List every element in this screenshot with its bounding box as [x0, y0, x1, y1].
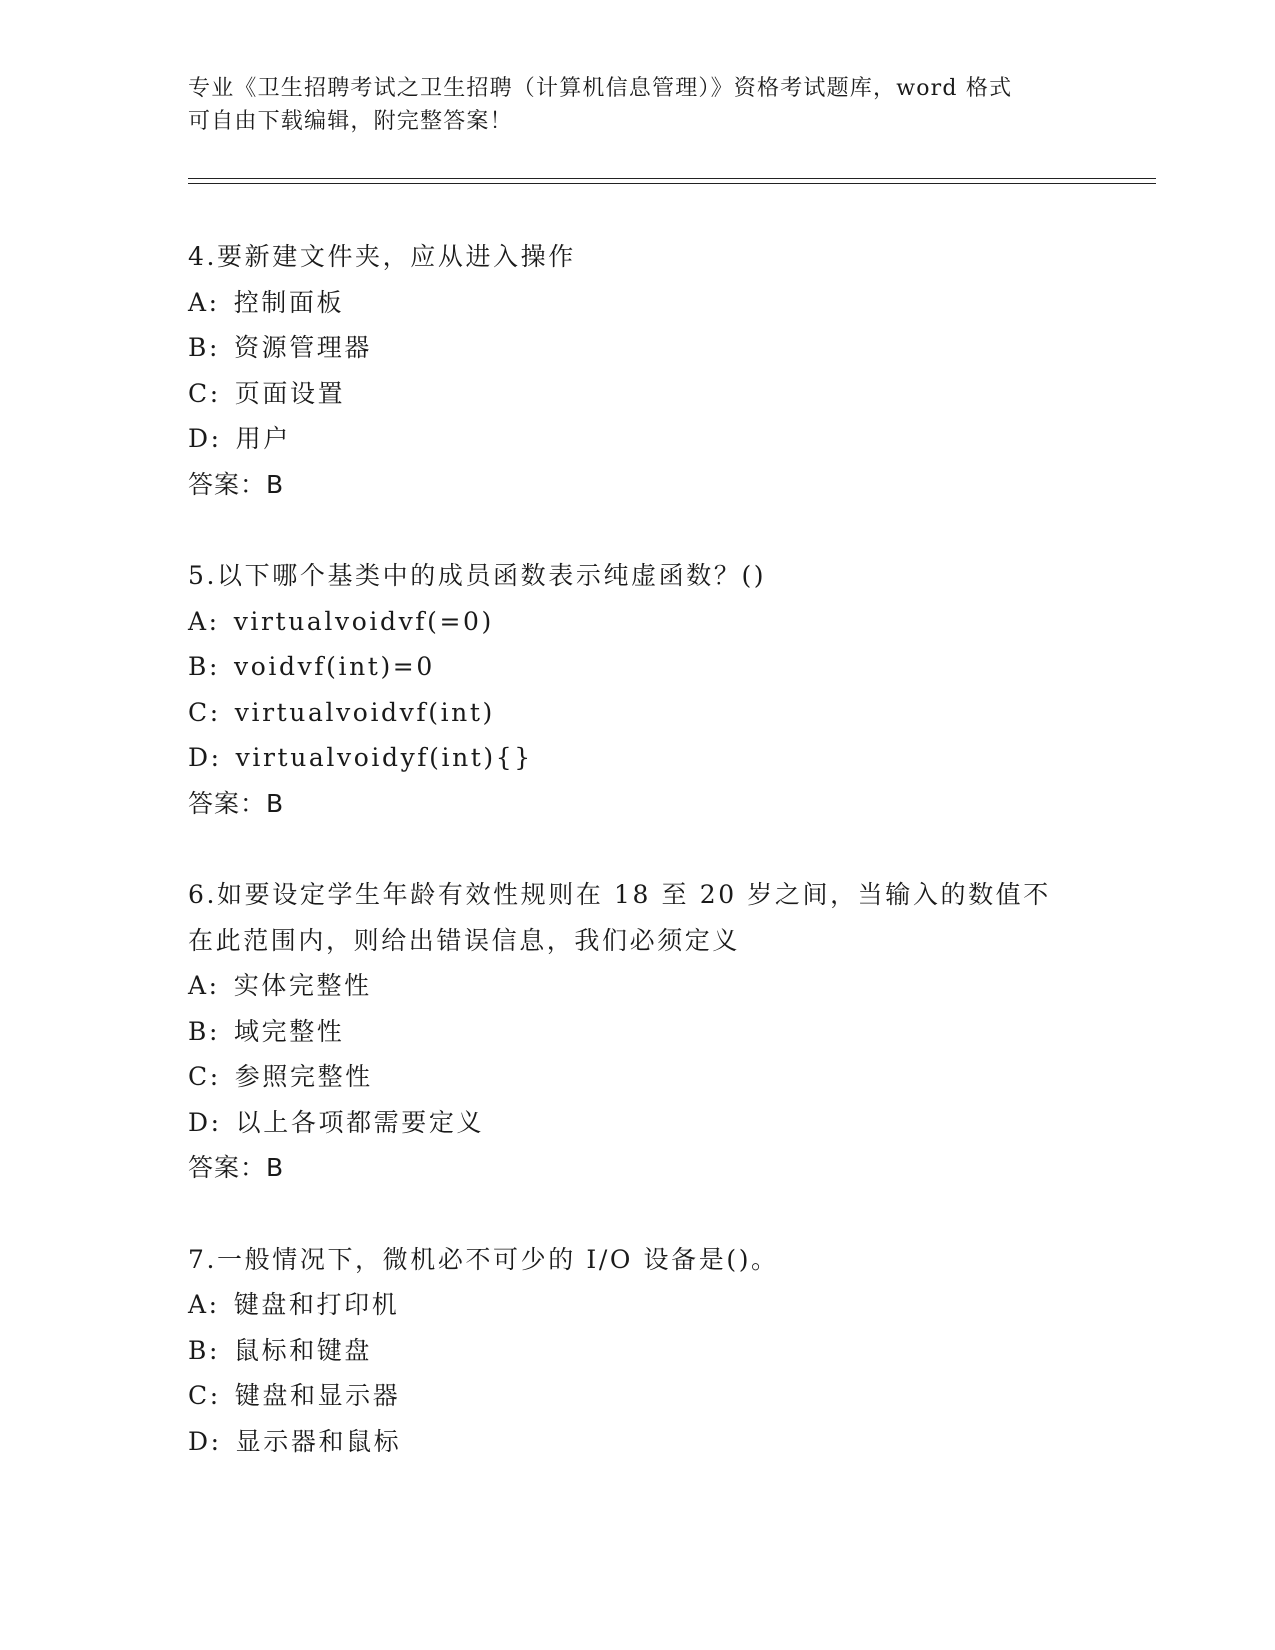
option-text: virtualvoidvf(int) — [234, 697, 495, 727]
option-text: virtualvoidyf(int){} — [235, 743, 533, 772]
option-text: 参照完整性 — [234, 1062, 373, 1091]
answer-line: 答案：B — [188, 1153, 285, 1182]
option-b — [188, 1328, 1088, 1374]
question-stem-continued: 在此范围内，则给出错误信息，我们必须定义 — [188, 925, 741, 955]
answer-line: 答案：B — [188, 469, 285, 499]
question-6 — [188, 872, 1088, 1191]
option-label: B: — [188, 652, 220, 681]
option-text: 用户 — [235, 424, 291, 453]
question-7 — [188, 1237, 1088, 1465]
question-stem: 5.以下哪个基类中的成员函数表示纯虚函数？() — [188, 561, 767, 590]
option-label: B: — [188, 1016, 220, 1046]
option-text: 页面设置 — [234, 378, 346, 408]
question-4 — [188, 234, 1088, 507]
option-label: A: — [188, 287, 220, 317]
option-d — [188, 1100, 1088, 1146]
option-text: 鼠标和键盘 — [234, 1335, 373, 1365]
option-label: B: — [188, 1335, 220, 1365]
option-c — [188, 690, 1088, 736]
answer-line: 答案：B — [188, 788, 285, 818]
question-stem: 6.如要设定学生年龄有效性规则在 18 至 20 岁之间，当输入的数值不 — [188, 880, 1051, 909]
header-line-1: 专业《卫生招聘考试之卫生招聘（计算机信息管理）》资格考试题库，word 格式 — [188, 76, 1013, 101]
option-a — [188, 963, 1088, 1009]
option-label: D: — [188, 743, 222, 772]
option-label: C: — [188, 1062, 221, 1091]
option-label: B: — [188, 333, 220, 362]
option-c — [188, 371, 1088, 417]
option-a — [188, 280, 1088, 326]
option-text: virtualvoidvf(=0) — [233, 606, 494, 636]
option-label: C: — [188, 378, 221, 408]
option-b — [188, 1009, 1088, 1055]
option-c — [188, 1373, 1088, 1419]
header-rule-bottom — [188, 183, 1156, 184]
document-header — [188, 72, 1068, 138]
option-text: 域完整性 — [234, 1016, 345, 1046]
option-text: 以上各项都需要定义 — [235, 1107, 485, 1137]
option-label: C: — [188, 697, 221, 727]
question-5 — [188, 553, 1088, 826]
option-text: 资源管理器 — [234, 333, 373, 362]
option-text: 控制面板 — [233, 287, 345, 317]
question-list — [188, 234, 1088, 1510]
header-rule-top — [188, 178, 1156, 179]
option-b — [188, 644, 1088, 690]
option-label: A: — [188, 1290, 220, 1319]
option-label: D: — [188, 1107, 222, 1137]
header-line-2: 可自由下载编辑，附完整答案！ — [188, 109, 513, 134]
option-c — [188, 1054, 1088, 1100]
option-d — [188, 416, 1088, 462]
option-d — [188, 1419, 1088, 1465]
option-a — [188, 599, 1088, 645]
option-d — [188, 735, 1088, 781]
option-label: C: — [188, 1381, 221, 1410]
option-text: voidvf(int)=0 — [234, 652, 435, 681]
option-label: A: — [188, 606, 220, 636]
option-text: 实体完整性 — [233, 971, 372, 1000]
option-label: D: — [188, 424, 222, 453]
option-a — [188, 1282, 1088, 1328]
option-text: 键盘和打印机 — [233, 1290, 400, 1319]
option-text: 显示器和鼠标 — [235, 1426, 402, 1456]
option-label: A: — [188, 971, 220, 1000]
option-label: D: — [188, 1426, 222, 1456]
question-stem: 7.一般情况下，微机必不可少的 I/O 设备是()。 — [188, 1244, 779, 1274]
option-text: 键盘和显示器 — [234, 1381, 401, 1410]
question-stem: 4.要新建文件夹，应从进入操作 — [188, 242, 576, 271]
option-b — [188, 325, 1088, 371]
